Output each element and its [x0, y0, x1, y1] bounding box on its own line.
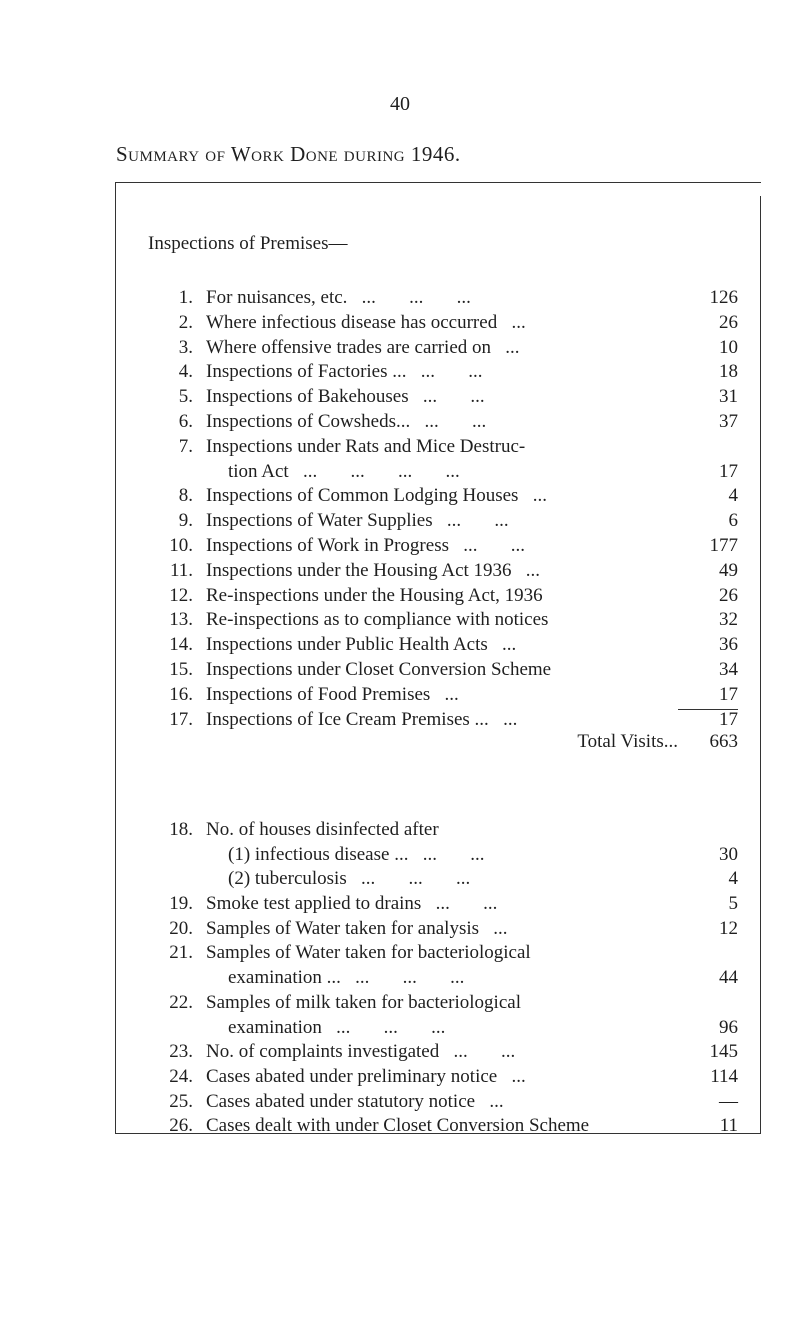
item-value: 26: [719, 311, 738, 333]
list-item: [148, 534, 738, 559]
item-leader-dots: ... ... ...: [346, 868, 471, 890]
item-value: 11: [719, 1115, 738, 1137]
item-number: 7.: [178, 435, 193, 457]
item-number: 20.: [169, 917, 193, 939]
item-leader-dots: ... ...: [448, 534, 525, 556]
item-label-text: Inspections under the Housing Act 1936: [206, 559, 512, 581]
list-item: [148, 484, 738, 509]
item-leader-dots: ...: [497, 1065, 526, 1087]
item-label-text: Inspections of Ice Cream Premises ...: [206, 708, 489, 730]
inspections-list: [148, 286, 738, 732]
item-value: 18: [719, 361, 738, 383]
item-value: 17: [719, 708, 738, 730]
item-number: 15.: [169, 658, 193, 680]
item-value: 44: [719, 967, 738, 989]
item-number: 12.: [169, 584, 193, 606]
item-label: [206, 360, 678, 385]
item-label: [206, 1016, 678, 1041]
item-label-text: No. of houses disinfected after: [206, 819, 439, 840]
list-item: [148, 1114, 738, 1139]
item-number: 13.: [169, 609, 193, 631]
item-value: 4: [728, 868, 738, 890]
item-label: [206, 534, 678, 559]
item-value: 26: [719, 584, 738, 606]
item-leader-dots: ... ...: [410, 410, 487, 432]
item-label-text: Inspections of Cowsheds...: [206, 410, 411, 432]
list-item: [148, 1040, 738, 1065]
item-leader-dots: ...: [479, 917, 508, 939]
list-item: [148, 559, 738, 584]
item-value: 96: [719, 1016, 738, 1038]
list-item: [148, 1065, 738, 1090]
item-number: 2.: [178, 311, 193, 333]
item-label-text: For nuisances, etc.: [206, 287, 348, 308]
item-number: 4.: [178, 361, 193, 383]
item-value: 6: [728, 510, 738, 532]
item-value: 49: [719, 559, 738, 581]
item-number: 6.: [178, 410, 193, 432]
item-value: 37: [719, 410, 738, 432]
list-item: [148, 818, 738, 843]
list-item: [148, 892, 738, 917]
item-label-text: (1) infectious disease ...: [228, 843, 409, 865]
list-item: [148, 683, 738, 708]
list-item: [148, 410, 738, 435]
item-label: [206, 460, 678, 485]
item-leader-dots: ... ... ...: [340, 967, 465, 989]
item-label: [206, 1090, 678, 1115]
item-label-text: Inspections under Rats and Mice Destruc-: [206, 435, 526, 457]
item-label-text: Where offensive trades are carried on: [206, 336, 492, 358]
list-item: [148, 843, 738, 868]
list-item: [148, 286, 738, 311]
list-item: [148, 658, 738, 683]
item-number: 3.: [178, 336, 193, 358]
list-item: [148, 311, 738, 336]
item-value: 10: [719, 336, 738, 358]
frame-left-rule: [115, 182, 116, 1133]
item-number: 10.: [169, 534, 193, 556]
item-label-text: Samples of milk taken for bacteriological: [206, 991, 521, 1013]
item-label: [206, 584, 678, 609]
item-label: [206, 633, 678, 658]
item-label: [206, 892, 678, 917]
item-value: 31: [719, 386, 738, 408]
item-leader-dots: ... ...: [408, 386, 485, 408]
list-item: [148, 633, 738, 658]
item-value: 145: [709, 1041, 738, 1063]
item-label-text: Smoke test applied to drains: [206, 893, 422, 915]
item-label: [206, 385, 678, 410]
item-label: [206, 336, 678, 361]
item-label: [206, 410, 678, 435]
item-label-text: Cases dealt with under Closet Conversion Scheme: [206, 1115, 590, 1137]
item-number: 24.: [169, 1065, 193, 1087]
item-leader-dots: ...: [475, 1090, 504, 1112]
item-label-text: No. of complaints investigated: [206, 1041, 440, 1063]
item-value: 5: [728, 893, 738, 915]
other-work-list: [148, 818, 738, 1139]
item-label-text: Where infectious disease has occurred: [206, 311, 498, 333]
item-value: 177: [709, 534, 738, 556]
list-item: [148, 460, 738, 485]
total-value: 663: [709, 731, 738, 752]
item-leader-dots: ... ... ...: [347, 287, 471, 308]
item-value: 114: [710, 1065, 738, 1087]
item-label-text: Re-inspections under the Housing Act, 1936: [206, 584, 543, 606]
item-label: [206, 559, 678, 584]
page-number: 40: [390, 93, 410, 115]
list-item: [148, 867, 738, 892]
item-value: 126: [709, 287, 738, 308]
item-leader-dots: ...: [487, 634, 517, 656]
item-label-text: tion Act: [228, 460, 289, 482]
item-label: [206, 286, 678, 311]
item-label-text: Cases abated under statutory notice: [206, 1090, 476, 1112]
item-label: [206, 658, 678, 683]
item-number: 22.: [169, 991, 193, 1013]
item-label: [206, 991, 678, 1016]
item-label-text: Samples of Water taken for bacteriological: [206, 942, 531, 964]
item-label-text: Inspections of Food Premises: [206, 683, 431, 705]
item-label-text: (2) tuberculosis: [228, 868, 347, 890]
item-label: [206, 917, 678, 942]
item-leader-dots: ... ... ...: [321, 1016, 446, 1038]
item-number: 1.: [178, 287, 193, 308]
item-label: [206, 941, 678, 966]
item-label-text: examination: [228, 1016, 322, 1038]
item-value: 36: [719, 634, 738, 656]
item-number: 14.: [169, 634, 193, 656]
item-label-text: Inspections of Work in Progress: [206, 534, 449, 556]
frame-top-rule: [115, 182, 761, 183]
item-label: [206, 683, 678, 708]
item-label-text: Inspections of Factories ...: [206, 361, 407, 383]
item-label: [206, 509, 678, 534]
item-leader-dots: ...: [518, 485, 547, 507]
list-item: [148, 991, 738, 1016]
list-item: [148, 1090, 738, 1115]
item-value: —: [719, 1090, 738, 1112]
list-item: [148, 385, 738, 410]
item-label: [206, 484, 678, 509]
item-number: 9.: [178, 510, 193, 532]
item-label: [206, 1065, 678, 1090]
item-value: 17: [719, 460, 738, 482]
item-leader-dots: ... ...: [432, 510, 509, 532]
item-label: [206, 867, 678, 892]
item-number: 5.: [178, 386, 193, 408]
item-leader-dots: ... ...: [406, 361, 483, 383]
item-label: [206, 608, 678, 633]
item-label-text: Inspections under Public Health Acts: [206, 634, 488, 656]
item-value: 32: [719, 609, 738, 631]
item-label-text: Inspections of Water Supplies: [206, 510, 433, 532]
item-number: 8.: [178, 485, 193, 507]
list-item: [148, 1016, 738, 1041]
item-label: [206, 435, 678, 460]
item-label-text: Inspections of Bakehouses: [206, 386, 409, 408]
item-leader-dots: ... ...: [421, 893, 498, 915]
list-item: [148, 608, 738, 633]
item-leader-dots: ...: [430, 683, 459, 705]
item-value: 30: [719, 843, 738, 865]
item-value: 17: [719, 683, 738, 705]
list-item: [148, 917, 738, 942]
item-label-text: Samples of Water taken for analysis: [206, 917, 480, 939]
item-number: 23.: [169, 1041, 193, 1063]
total-row: [148, 722, 738, 762]
item-label: [206, 818, 678, 843]
section-heading: Inspections of Premises—: [148, 233, 348, 254]
list-item: [148, 584, 738, 609]
total-rule: [678, 709, 738, 710]
item-label: [206, 966, 678, 991]
item-leader-dots: ...: [511, 559, 541, 581]
item-label: [206, 1040, 678, 1065]
item-number: 17.: [169, 708, 193, 730]
item-value: 12: [719, 917, 738, 939]
item-value: 34: [719, 658, 738, 680]
item-number: 21.: [169, 942, 193, 964]
total-label: Total Visits...: [577, 731, 678, 752]
title-text: Summary of Work Done during 1946.: [116, 142, 461, 166]
item-value: 4: [728, 485, 738, 507]
item-label: [206, 1114, 678, 1139]
item-number: 19.: [169, 893, 193, 915]
list-item: [148, 435, 738, 460]
item-label-text: Inspections under Closet Conversion Scheme: [206, 658, 552, 680]
list-item: [148, 509, 738, 534]
item-number: 18.: [169, 819, 193, 840]
item-leader-dots: ... ...: [439, 1041, 516, 1063]
item-leader-dots: ... ... ... ...: [288, 460, 460, 482]
item-label-text: Inspections of Common Lodging Houses: [206, 485, 519, 507]
item-number: 26.: [169, 1115, 193, 1137]
list-item: [148, 966, 738, 991]
item-leader-dots: ... ...: [408, 843, 485, 865]
item-label-text: examination ...: [228, 967, 341, 989]
item-label: [206, 843, 678, 868]
item-leader-dots: ...: [491, 336, 520, 358]
list-item: [148, 360, 738, 385]
item-leader-dots: ...: [488, 708, 518, 730]
item-number: 25.: [169, 1090, 193, 1112]
item-label: [206, 311, 678, 336]
item-label-text: Re-inspections as to compliance with notices: [206, 609, 549, 631]
item-number: 16.: [169, 683, 193, 705]
frame-right-rule: [760, 196, 761, 1133]
item-label-text: Cases abated under preliminary notice: [206, 1065, 498, 1087]
item-leader-dots: ...: [497, 311, 526, 333]
item-number: 11.: [169, 559, 193, 581]
page-title: [116, 142, 461, 167]
list-item: [148, 941, 738, 966]
list-item: [148, 336, 738, 361]
